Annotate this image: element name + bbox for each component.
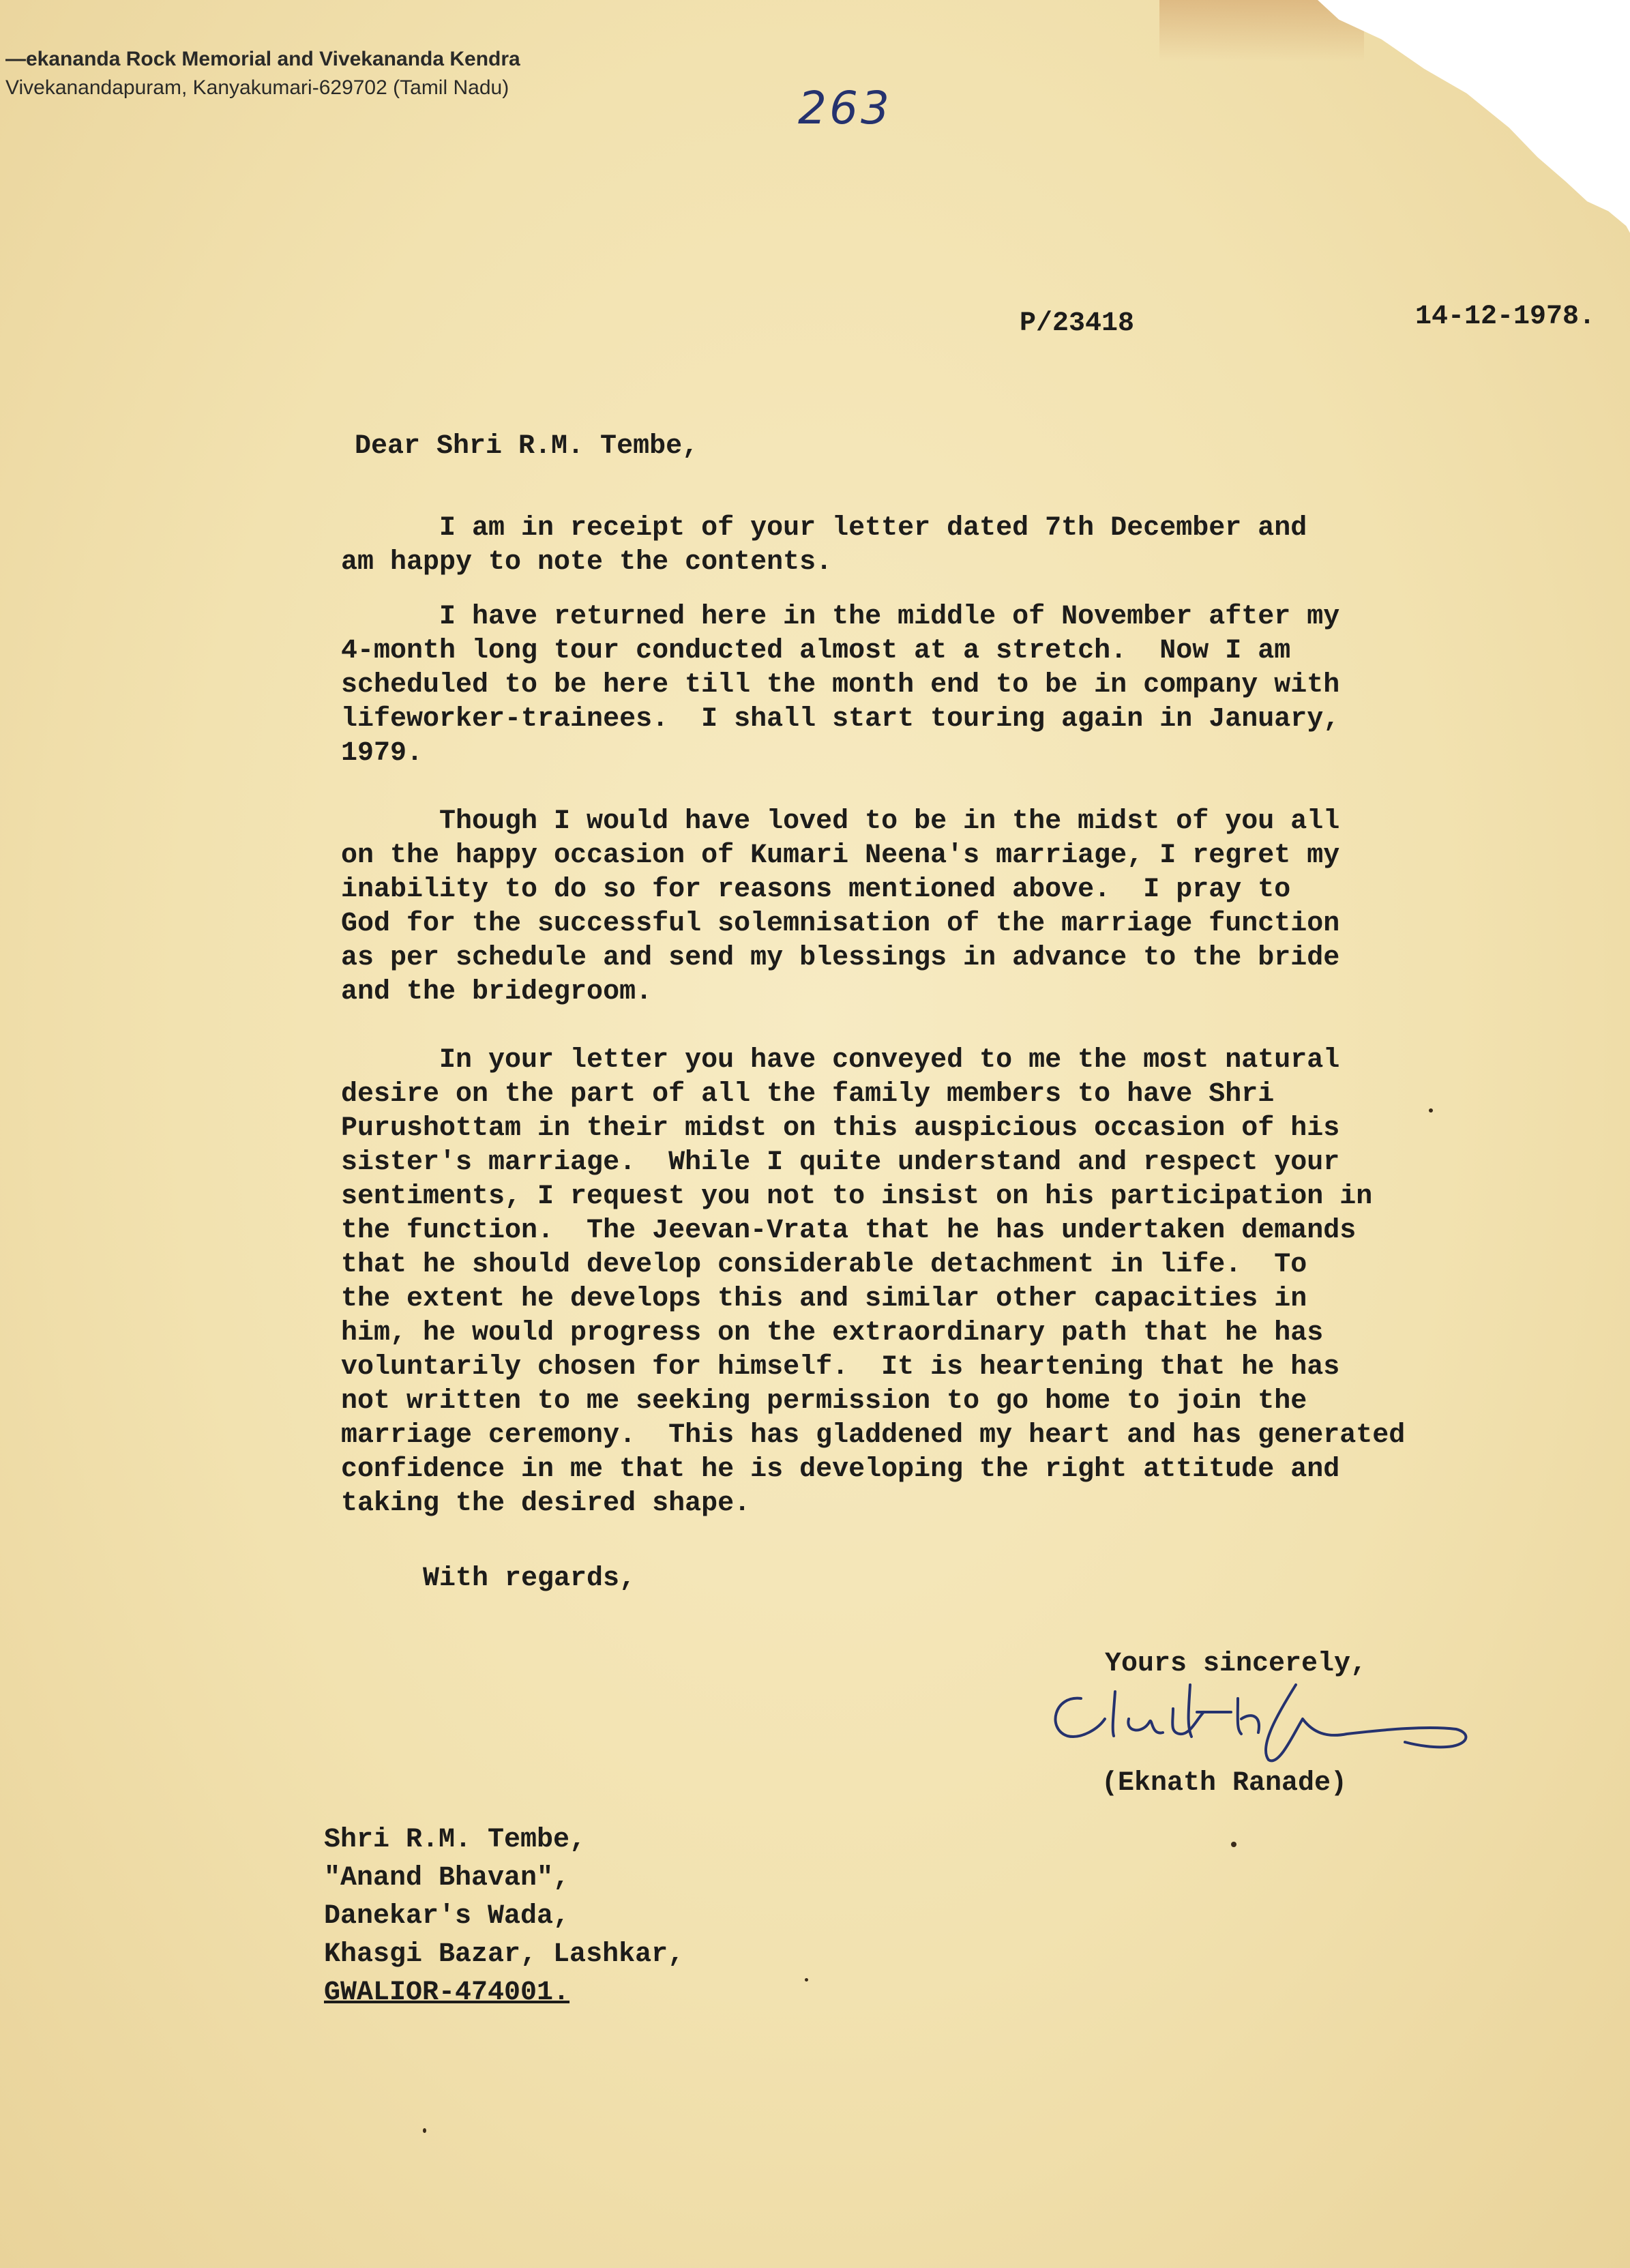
body-paragraph: I have returned here in the middle of November after my 4-month long tour conducted almost at a stretch. Now I am scheduled to be here till the month end to be in company with lifeworker-trainees. I shall start touring again in January, 1979. bbox=[341, 602, 1340, 769]
body-paragraph: In your letter you have conveyed to me the most natural desire on the part of all the family members to have Shri Purushottam in their midst on this auspicious occasion of his sister's marriage. While I quite understand and respect your sentiments, I request you not to insist on his participation in the function. The Jeevan-Vrata that he has undertaken demands that he should develop considerable detachment in life. To the extent he develops this and similar other capacities in him, he would progress on the extraordinary path that he has voluntarily chosen for himself. It is heartening that he has not written to me seeking permission to go home to join the marriage ceremony. This has gladdened my heart and has generated confidence in me that he is developing the right attitude and taking the desired shape. bbox=[341, 1045, 1406, 1519]
address-line: Shri R.M. Tembe, bbox=[324, 1825, 587, 1855]
letterhead-address: Vivekanandapuram, Kanyakumari-629702 (Tamil Nadu) bbox=[5, 76, 509, 99]
letter-date: 14-12-1978. bbox=[1415, 301, 1596, 332]
regards-line: With regards, bbox=[423, 1563, 636, 1594]
address-line: Danekar's Wada, bbox=[324, 1901, 570, 1932]
signatory-name: (Eknath Ranade) bbox=[1101, 1768, 1348, 1799]
closing-line: Yours sincerely, bbox=[1105, 1649, 1367, 1679]
address-line: Khasgi Bazar, Lashkar, bbox=[324, 1939, 685, 1970]
body-paragraph: Though I would have loved to be in the midst of you all on the happy occasion of Kumari Neena's marriage, I regret my inability to do so for reasons mentioned above. I pray to God for the successful solemnisation of the marriage function as per schedule and send my blessings in advance to the bride and the bridegroom. bbox=[341, 806, 1340, 1007]
recipient-address bbox=[324, 1821, 684, 2012]
handwritten-signature bbox=[1033, 1671, 1497, 1780]
address-line: "Anand Bhavan", bbox=[324, 1863, 570, 1894]
paper-speck bbox=[1429, 1108, 1433, 1113]
paper-speck bbox=[805, 1978, 808, 1982]
address-city: GWALIOR-474001. bbox=[324, 1977, 570, 2008]
letterhead-title: —ekananda Rock Memorial and Vivekananda Kendra bbox=[5, 48, 520, 70]
handwritten-file-number: 263 bbox=[798, 82, 892, 134]
paper-speck bbox=[423, 2128, 426, 2133]
salutation: Dear Shri R.M. Tembe, bbox=[355, 431, 699, 462]
paper-speck bbox=[1231, 1842, 1236, 1847]
reference-number: P/23418 bbox=[1020, 308, 1135, 339]
body-paragraph: I am in receipt of your letter dated 7th December and am happy to note the contents. bbox=[341, 513, 1307, 578]
